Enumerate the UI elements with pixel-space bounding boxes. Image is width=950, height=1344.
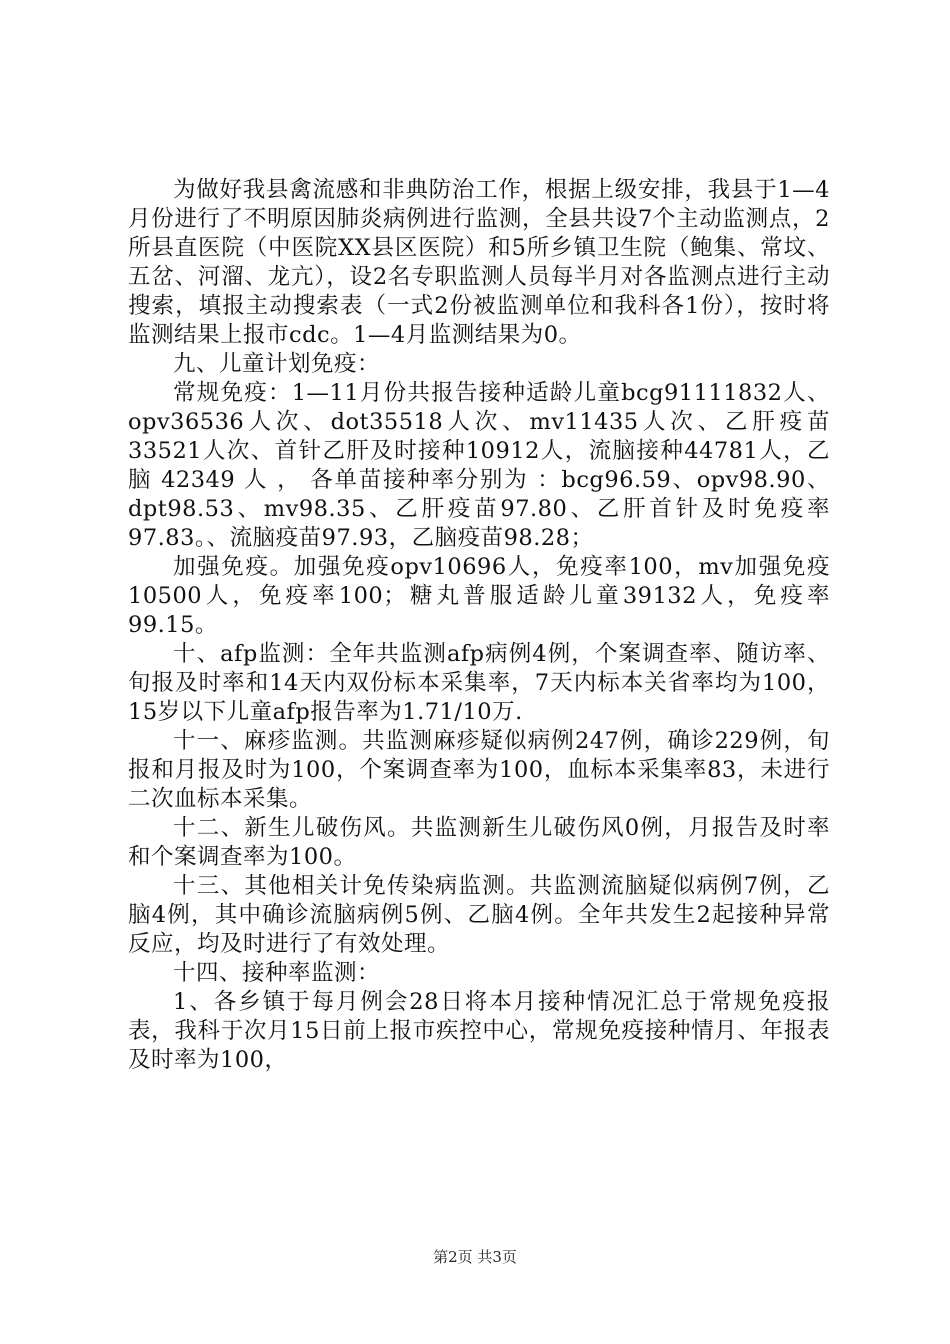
paragraph-afp-surveillance: 十、afp监测：全年共监测afp病例4例，个案调查率、随访率、旬报及时率和14天内双份标本采集率，7天内标本关省率均为100，15岁以下儿童afp报告率为1.71/10万. xyxy=(128,641,830,725)
heading-coverage-monitoring: 十四、接种率监测： xyxy=(173,960,381,986)
paragraph-routine-immunization: 常规免疫：1—11月份共报告接种适龄儿童bcg91111832人、opv36536人次、dot35518人次、mv11435人次、乙肝疫苗33521人次、首针乙肝及时接种10912人，流脑接种44781人，乙脑 42349 人 ， 各单苗接种率分别为 ：bcg96.59、opv98.90、dpt98.53、mv98.35、乙肝疫苗97.80、乙肝首针及时免疫率97.83。、流脑疫苗97.93，乙脑疫苗98.28； xyxy=(128,380,830,551)
paragraph-neonatal-tetanus: 十二、新生儿破伤风。共监测新生儿破伤风0例，月报告及时率和个案调查率为100。 xyxy=(128,815,830,870)
page-number-footer: 第2页 共3页 xyxy=(433,1248,517,1266)
paragraph-monthly-reporting: 1、各乡镇于每月例会28日将本月接种情况汇总于常规免疫报表，我科于次月15日前上报市疾控中心，常规免疫接种情月、年报表及时率为100， xyxy=(128,989,830,1073)
paragraph-surveillance-pneumonia: 为做好我县禽流感和非典防治工作，根据上级安排，我县于1—4月份进行了不明原因肺炎病例进行监测，全县共设7个主动监测点，2所县直医院（中医院XX县区医院）和5所乡镇卫生院（鲍集、常坟、五岔、河溜、龙亢），设2名专职监测人员每半月对各监测点进行主动搜索，填报主动搜索表（一式2份被监测单位和我科各1份），按时将监测结果上报市cdc。1—4月监测结果为0。 xyxy=(128,177,830,348)
paragraph-other-diseases: 十三、其他相关计免传染病监测。共监测流脑疑似病例7例，乙脑4例，其中确诊流脑病例5例、乙脑4例。全年共发生2起接种异常反应，均及时进行了有效处理。 xyxy=(128,873,830,957)
heading-immunization: 九、儿童计划免疫： xyxy=(173,351,381,377)
paragraph-booster-immunization: 加强免疫。加强免疫opv10696人，免疫率100，mv加强免疫10500人，免疫率100；糖丸普服适龄儿童39132人，免疫率99.15。 xyxy=(128,554,830,638)
document-body xyxy=(128,176,830,1075)
paragraph-measles-surveillance: 十一、麻疹监测。共监测麻疹疑似病例247例，确诊229例，旬报和月报及时为100，个案调查率为100，血标本采集率83，未进行二次血标本采集。 xyxy=(128,728,830,812)
